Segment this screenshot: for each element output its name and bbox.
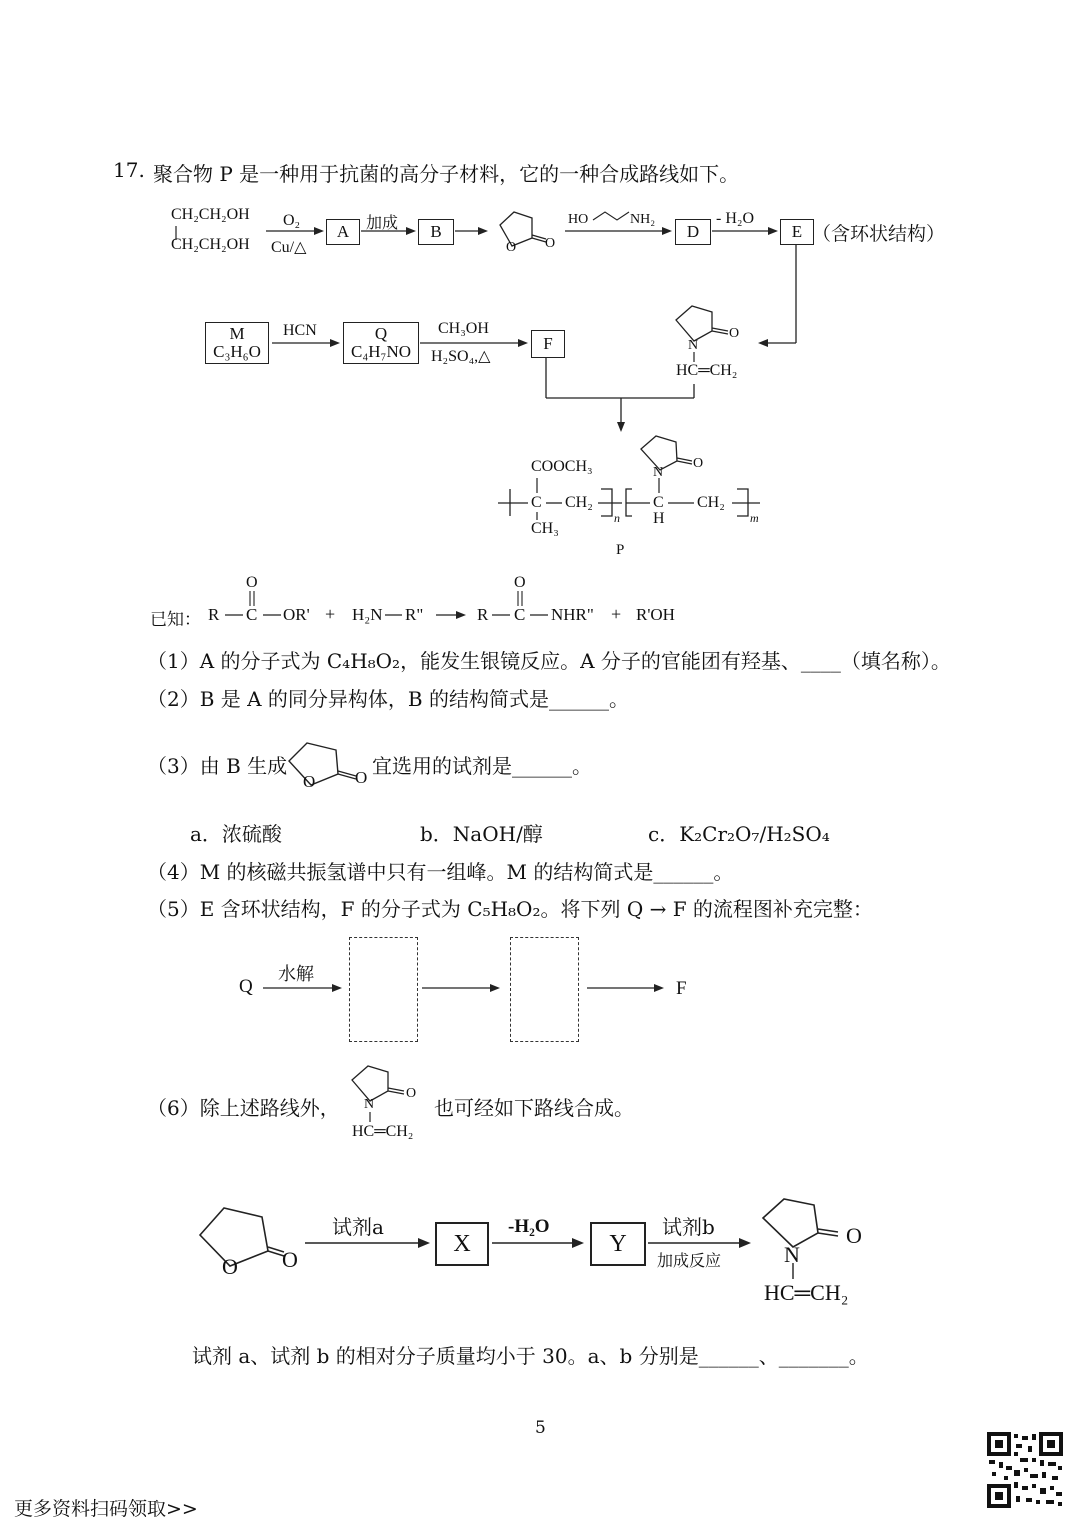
monomer-carbonyl-o: O [729, 326, 740, 341]
q3-lactone-ring-o: O [303, 772, 316, 791]
label-D: D [686, 222, 700, 241]
known-plus1: + [325, 604, 336, 624]
lactone-ring-o: O [506, 240, 517, 255]
polymer-ring-n: N [653, 465, 664, 480]
polymer-subscript-m: m [750, 511, 759, 525]
option-c: c．K₂Cr₂O₇/H₂SO₄ [648, 822, 830, 846]
reagent-cu-heat: Cu/△ [271, 239, 307, 256]
q6-lactone-ring-o: O [222, 1254, 238, 1279]
question-1: （1）A 的分子式为 C₄H₈O₂，能发生银镜反应。A 分子的官能团有羟基、____（填名称）。 [147, 649, 951, 673]
ethanolamine-nh2: NH₂ [630, 212, 656, 227]
label-F: F [543, 334, 553, 353]
polymer-cooch3: COOCH₃ [531, 458, 593, 475]
reagent-ch3oh: CH₃OH [438, 320, 489, 337]
known-roh: R'OH [636, 605, 675, 624]
known-h2n: H₂N [352, 605, 383, 624]
q6-reagent-b: 试剂b [662, 1215, 715, 1239]
polymer-c1: C [531, 494, 542, 511]
q6-reagent-a: 试剂a [332, 1215, 384, 1239]
lactone-carbonyl-o: O [545, 236, 556, 251]
known-or: OR' [283, 605, 310, 624]
diol-line-2: CH₂CH₂OH [171, 236, 250, 253]
question-6-suffix: 也可经如下路线合成。 [434, 1096, 634, 1120]
polymer-label-P: P [616, 542, 625, 558]
monomer-vinyl: HC═CH₂ [676, 362, 738, 379]
question-4: （4）M 的核磁共振氢谱中只有一组峰。M 的结构简式是______。 [147, 860, 734, 884]
known-c2: C [514, 605, 526, 624]
question-3-suffix: 宜选用的试剂是______。 [372, 754, 592, 778]
label-Q: Q [374, 324, 388, 343]
q6-lactone-carbonyl-o: O [282, 1247, 298, 1272]
ethanolamine-ho: HO [568, 212, 589, 227]
known-r1: R [208, 605, 220, 624]
q6-inline-carbonyl-o: O [406, 1086, 417, 1101]
known-o1: O [246, 574, 258, 591]
formula-Q: C₄H₇NO [350, 342, 412, 361]
q6-product-n: N [784, 1242, 800, 1267]
known-plus2: + [611, 604, 622, 624]
label-A: A [336, 222, 350, 241]
q6-addition-reaction: 加成反应 [657, 1251, 722, 1270]
formula-M: C₃H₆O [213, 342, 261, 361]
polymer-ring-o: O [693, 456, 704, 471]
label-minus-h2o: - H₂O [716, 210, 755, 227]
known-nhr: NHR" [551, 605, 594, 624]
polymer-ch2-2: CH₂ [697, 494, 725, 511]
option-b: b．NaOH/醇 [420, 822, 543, 846]
label-B: B [430, 222, 442, 241]
footer-text[interactable]: 更多资料扫码领取>> [14, 1498, 198, 1520]
question-6-prefix: （6）除上述路线外， [147, 1096, 340, 1120]
q5-flow-f: F [676, 978, 687, 999]
reagent-hcn: HCN [283, 322, 317, 339]
reagent-o2: O₂ [283, 212, 301, 229]
q6-inline-vinyl: HC═CH₂ [352, 1123, 414, 1140]
polymer-h: H [653, 510, 665, 527]
label-M: M [229, 324, 245, 343]
question-3-prefix: （3）由 B 生成 [147, 754, 288, 778]
e-ring-note: （含环状结构） [812, 223, 946, 245]
known-c1: C [246, 605, 258, 624]
q6-product-vinyl: HC═CH₂ [764, 1280, 849, 1305]
question-6-last: 试剂 a、试剂 b 的相对分子质量均小于 30。a、b 分别是______、_______。 [192, 1344, 869, 1368]
monomer-n: N [688, 338, 699, 353]
known-r3: R [477, 605, 489, 624]
question-number: 17. [113, 158, 145, 182]
question-2: （2）B 是 A 的同分异构体，B 的结构简式是______。 [147, 687, 629, 711]
polymer-ch3: CH₃ [531, 520, 559, 537]
q6-inline-n: N [364, 1097, 375, 1112]
polymer-subscript-n: n [614, 511, 620, 525]
q5-flow-q: Q [239, 976, 253, 997]
q6-product-carbonyl-o: O [846, 1223, 862, 1248]
polymer-c2: C [653, 494, 664, 511]
question-stem: 聚合物 P 是一种用于抗菌的高分子材料，它的一种合成路线如下。 [153, 162, 740, 186]
label-Y: Y [609, 1230, 627, 1257]
reagent-h2so4-heat: H₂SO₄,△ [431, 348, 491, 365]
option-a: a．浓硫酸 [190, 822, 282, 846]
polymer-ch2-1: CH₂ [565, 494, 593, 511]
q6-minus-h2o: -H₂O [508, 1216, 550, 1237]
question-5: （5）E 含环状结构，F 的分子式为 C₅H₈O₂。将下列 Q → F 的流程图补充完整： [147, 897, 873, 921]
known-o2: O [514, 574, 526, 591]
label-E: E [791, 222, 803, 241]
label-X: X [453, 1230, 471, 1257]
known-r2: R" [405, 605, 424, 624]
q3-lactone-carbonyl-o: O [355, 768, 368, 787]
diol-line-1: CH₂CH₂OH [171, 206, 250, 223]
q5-flow-hydrolysis: 水解 [278, 964, 314, 985]
known-prefix: 已知： [150, 610, 201, 630]
label-addition: 加成 [366, 215, 399, 232]
page-number: 5 [535, 1418, 546, 1438]
